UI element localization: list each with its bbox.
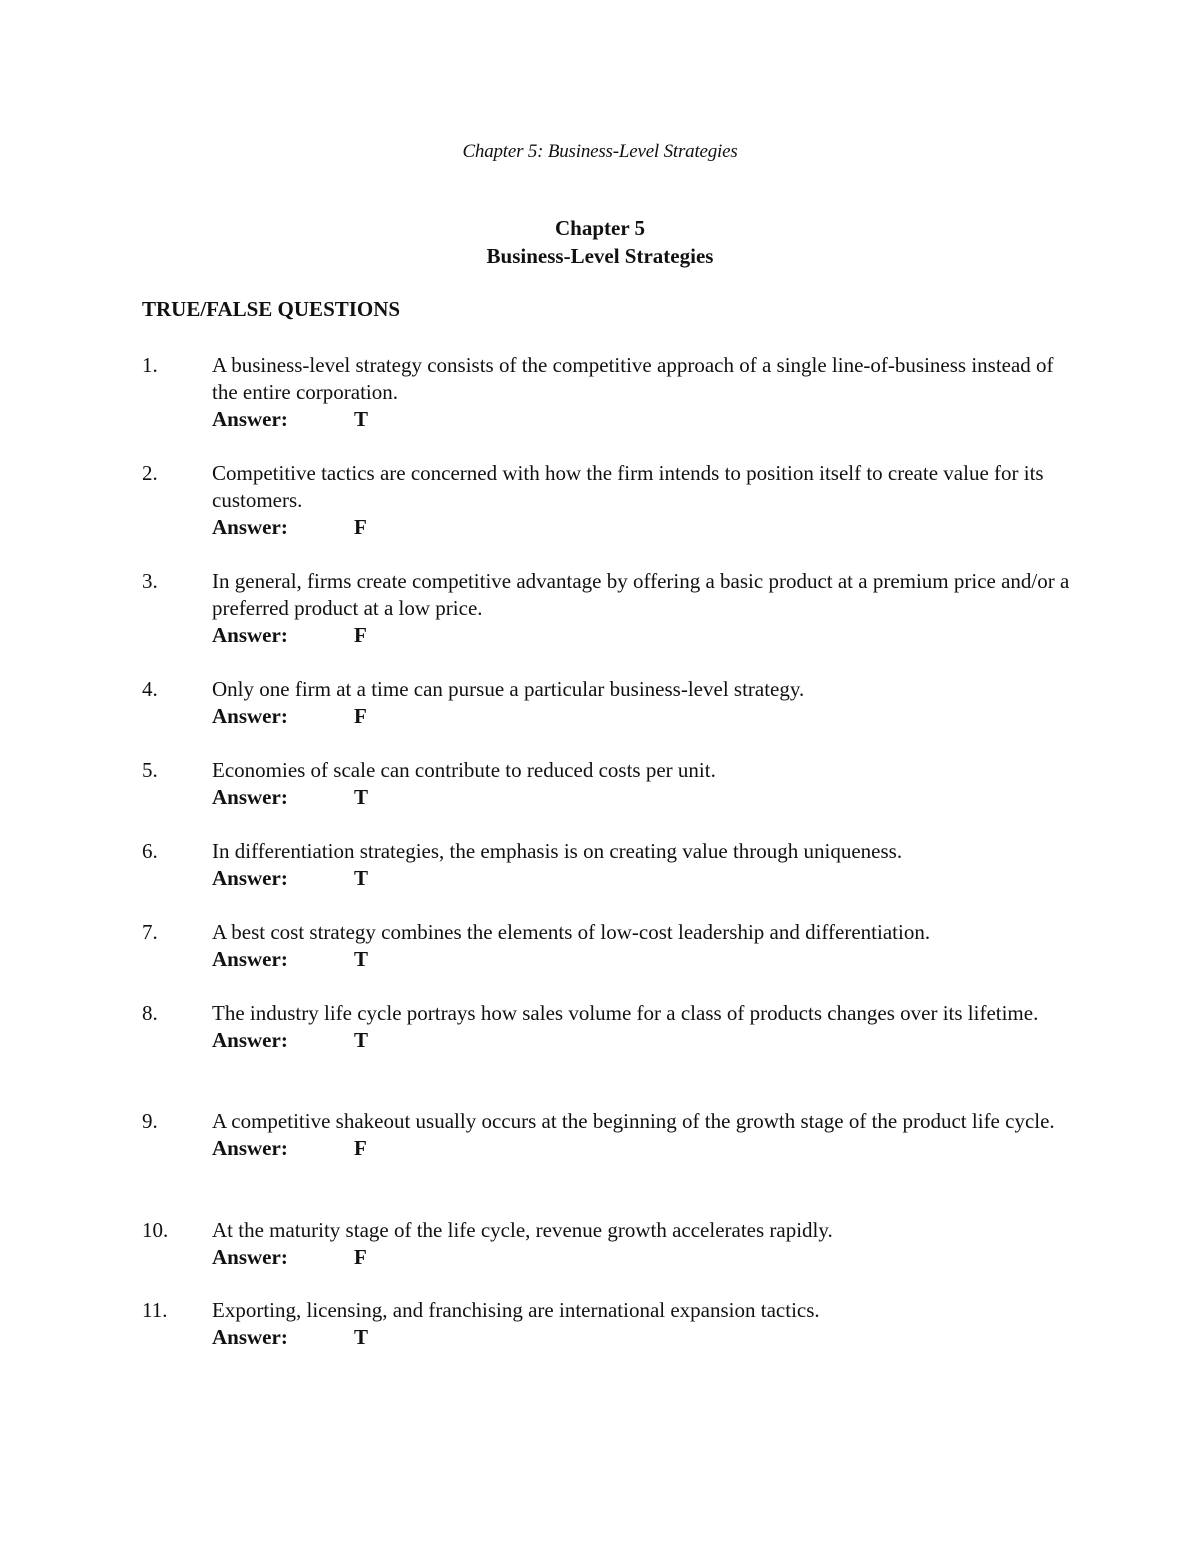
answer-label: Answer: xyxy=(212,785,288,809)
answer-value: T xyxy=(354,785,369,809)
answer-label: Answer: xyxy=(212,1136,288,1160)
question-text: Exporting, licensing, and franchising are international expansion tactics. xyxy=(212,1298,820,1322)
answer-value: T xyxy=(354,866,369,890)
answer-label: Answer: xyxy=(212,1028,288,1052)
answer-value: T xyxy=(354,407,369,431)
answer-value: T xyxy=(354,1028,369,1052)
answer-value: T xyxy=(354,1325,369,1349)
question-text: A best cost strategy combines the elements of low-cost leadership and differentiation. xyxy=(212,920,931,944)
question-number: 6. xyxy=(142,839,158,863)
question-number: 7. xyxy=(142,920,158,944)
question-number: 3. xyxy=(142,569,158,593)
answer-label: Answer: xyxy=(212,866,288,890)
answer-label: Answer: xyxy=(212,947,288,971)
answer-value: F xyxy=(354,623,367,647)
question-number: 2. xyxy=(142,461,158,485)
running-header: Chapter 5: Business-Level Strategies xyxy=(462,141,738,162)
answer-label: Answer: xyxy=(212,1245,288,1269)
question-text: Competitive tactics are concerned with how the firm intends to position itself to create value for its customers. xyxy=(212,461,1044,512)
question-text: In differentiation strategies, the emphasis is on creating value through uniqueness. xyxy=(212,839,903,863)
question-number: 9. xyxy=(142,1109,158,1133)
question-text: The industry life cycle portrays how sales volume for a class of products changes over its lifetime. xyxy=(212,1001,1039,1025)
chapter-number: Chapter 5 xyxy=(554,216,646,240)
question-text: A business-level strategy consists of the competitive approach of a single line-of-business instead of the entire corporation. xyxy=(212,353,1054,404)
question-text: Only one firm at a time can pursue a particular business-level strategy. xyxy=(212,677,805,701)
answer-value: F xyxy=(354,704,367,728)
question-text: At the maturity stage of the life cycle, revenue growth accelerates rapidly. xyxy=(212,1218,833,1242)
answer-value: T xyxy=(354,947,369,971)
question-number: 4. xyxy=(142,677,158,701)
question-number: 5. xyxy=(142,758,158,782)
answer-value: F xyxy=(354,1245,367,1269)
answer-label: Answer: xyxy=(212,1325,288,1349)
question-number: 10. xyxy=(142,1218,169,1242)
question-number: 11. xyxy=(142,1298,168,1322)
answer-label: Answer: xyxy=(212,407,288,431)
answer-value: F xyxy=(354,1136,367,1160)
question-text: In general, firms create competitive advantage by offering a basic product at a premium price and/or a preferred product at a low price. xyxy=(212,569,1070,620)
chapter-name: Business-Level Strategies xyxy=(486,244,714,268)
section-heading: TRUE/FALSE QUESTIONS xyxy=(142,297,401,321)
question-number: 1. xyxy=(142,353,158,377)
answer-label: Answer: xyxy=(212,623,288,647)
chapter-title xyxy=(0,214,1200,270)
answer-label: Answer: xyxy=(212,515,288,539)
answer-value: F xyxy=(354,515,367,539)
answer-label: Answer: xyxy=(212,704,288,728)
question-number: 8. xyxy=(142,1001,158,1025)
question-text: A competitive shakeout usually occurs at the beginning of the growth stage of the product life cycle. xyxy=(212,1109,1055,1133)
question-text: Economies of scale can contribute to reduced costs per unit. xyxy=(212,758,716,782)
